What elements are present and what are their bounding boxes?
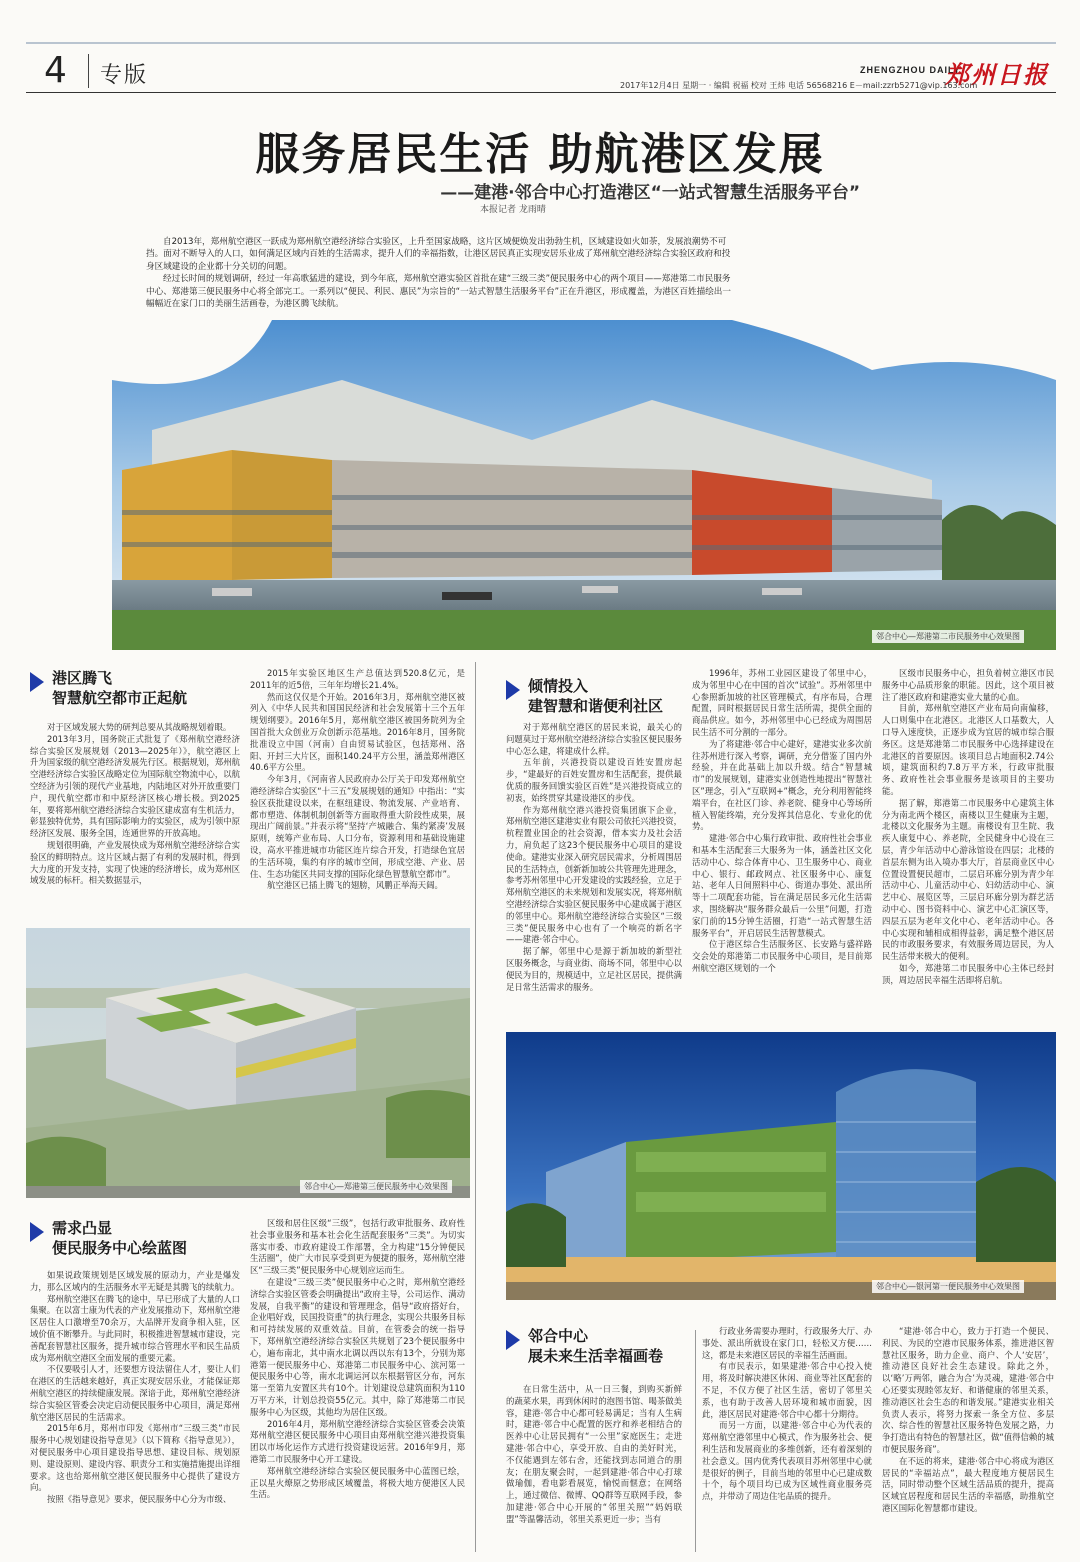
paragraph: 郑州航空港经济综合实验区便民服务中心蓝图已绘，正以星火燎原之势形成区域覆盖，将极大地方便港区人民生活。 [250,1465,465,1500]
paragraph: 2016年4月，郑州航空港经济综合实验区管委会决策郑州航空港区便民服务中心项目由郑州航空港兴港投资集团以市场化运作方式进行投资建设运营。2016年9月，郑港第二市民服务中心开工建设。 [250,1418,465,1464]
paragraph: 位于港区综合生活服务区、长安路与盛祥路交会处的郑港第二市民服务中心项目，是目前郑州航空港区规划的一个 [692,939,872,973]
section-title-line2: 展未来生活幸福画卷 [528,1347,664,1365]
paragraph: 区级市民服务中心，担负着树立港区市民服务中心品质形象的职能。因此，这个项目被注了港区政府和建港实业大量的心血。 [882,668,1054,702]
night-building-rendering [506,1032,1056,1300]
paragraph: 有市民表示，如果建港·邻合中心投入使用，将及时解决港区休闲、商业等社区配套的不足，不仅方便了社区生活，密切了邻里关系，也有助于改善人居环境和城市面貌，因此，港区居民对建港·邻合中心都十分期待。 [702,1361,872,1419]
paragraph: 目前，郑州航空港区产业布局向南偏移，人口则集中在北港区。北港区人口基数大，人口导入速度快，正逐步成为宜居的城市综合服务区。这是郑港第二市民服务中心选择建设在北港区的首要原因。该项目总占地面积2.74公顷，建筑面积约7.8万平方米，行政审批服务、政府性社会事业服务是该项目的主要功能。 [882,703,1054,796]
section-title-line1: 需求凸显 [52,1219,113,1237]
triangle-marker-icon [506,1330,520,1350]
hero-caption: 邻合中心—郑港第二市民服务中心效果图 [872,630,1024,643]
paragraph: 航空港区已插上腾飞的翅膀，风鹏正举海天阔。 [267,880,443,891]
section-3-column-2 [692,668,872,1026]
paragraph: 在建设“三级三类”便民服务中心之时，郑州航空港经济综合实验区管委会明确提出“政府主导，公司运作、满动发展，自我平衡”的建设和管理理念，倡导“政府搭好台，企业唱好戏，民国投资重”的执行理念，实现公共服务目标和可持续发展的双重效益。目前，在管委会的统一指导下，郑州航空港经济综合实验区共规划了23个便民服务中心，遍布南北，其中南水北调以西以东有13个，分别为郑港第一便民服务中心、郑港第二市民服务中心、滨河第一便民服务中心等，南水北调运河以东根据管区分布，河东第一至第九安置区共有10个。计划建设总建筑面积为110万平方米，计划总投资55亿元。其中，除了郑港第二市民服务中心为区级，其他均为居住区级。 [250,1276,465,1417]
paragraph: 2015年实验区地区生产总值达到520.8亿元，是2011年的近5倍，三年年均增长21.4%。 [250,668,465,690]
paragraph: 区级和居住区级“三级”，包括行政审批服务、政府性社会事业服务和基本社会化生活配套服务“三类”。为切实落实市委、市政府建设工作部署，全力构建“15分钟便民生活圈”，使广大市民享受到更为便捷的服务，郑州航空港区“三级三类”便民服务中心规划应运而生。 [250,1218,465,1276]
column-divider [695,1330,696,1552]
section-1-column-1 [30,722,240,922]
paragraph: 据了解，邻里中心是源于新加坡的新型社区服务概念，与商业街、商场不同，邻里中心以便民为目的，规模适中，立足社区居民，提供满足日常生活需求的服务。 [506,946,682,992]
byline: 本报记者 龙雨晴 [480,205,546,215]
paper-logo: 郑州日报 [945,60,1049,89]
section-heading-3 [506,676,681,716]
paragraph: 规划很明确，产业发展快成为郑州航空港经济综合实验区的鲜明特点。这片区域占据了有利的发展时机，得到大力度的开发支持，实现了快速的经济增长，成为郑州区域发展的标杆。相关数据显示， [30,839,240,886]
section-title-line1: 港区腾飞 [52,669,113,687]
section-1-column-2 [250,668,465,922]
paragraph: 今年3月，《河南省人民政府办公厅关于印发郑州航空港经济综合实验区“十三五”发展规划的通知》中指出：“实验区获批建设以来，在枢纽建设、物流发展、产业培育、都市塑造、体制机制创新等方面取得重大阶段性成果，展现出广阔前景。”并表示将“坚持‘产城融合、集约紧凑’发展原则，统筹产业布局、人口分布，资源利用和基础设施建设，高水平推进城市功能区连片综合开发，打造绿色宜居的生活环境，集约有序的城市空间，形成空港、产业、居住、生态功能区共同支撑的国际化绿色智慧航空都市”。 [250,774,465,879]
paper-name-latin: ZHENGZHOU DAILY [860,65,961,75]
paragraph: 据了解，郑港第二市民服务中心建筑主体分为南北两个楼区，南楼以卫生健康为主题，北楼以文化服务为主题。南楼设有卫生院、我疾人康复中心、养老院，全民健身中心设在三层，青少年活动中心游泳馆设在四层；北楼的首层东侧为出入境办事大厅，首层商业区中心位置设置便民超市，二层启环廊分别为青少年活动中心、儿童活动中心、妇幼活动中心、演艺中心、展览区等，三层启环廊分别为群艺活动中心、图书资料中心、演艺中心汇演区等，四层五层为老年文化中心、老年活动中心。各中心实现和辅相成相得益彰，满足整个港区居民的市政服务要求，有效服务周边居民，为人民生活带来极大的便利。 [882,797,1054,962]
paragraph: 行政业务需要办理时，行政服务大厅、办事处、派出所就设在家门口，轻松又方便……这，都是未来港区居民的幸福生活画面。 [702,1326,872,1360]
paragraph: “建港·邻合中心，致力于打造一个便民、利民、为民的空港市民服务体系，推进港区智慧社区服务，助力企业、商户、个人‘安居’，推动港区良好社会生态建设。除此之外，以‘略’万两邻，融合为合’为灵魂，建港·邻合中心还要实现睦邻友好、和谐健康的邻里关系，推动港区社会生态的和谐发展。”建港实业相关负责人表示，将努力探索一条全方位、多层次、综合性的智慧社区服务特色发展之路，力争打造出有特色的智慧社区，做“值得信赖的城市便民服务商”。 [882,1326,1054,1454]
section-3-column-3 [882,668,1054,1026]
paragraph: 而另一方面，以建港·邻合中心为代表的郑州航空港邻里中心模式，作为服务社会、便利生活和发展商业的多维创新，还有着深刻的社会意义。国内优秀代表项目苏州邻里中心就是很好的例子，目前当地的邻里中心已建成数十个，每个项目均已成为区域性商业服务亮点，并带动了周边住宅品质的提升。 [702,1420,872,1502]
section-4-column-1 [506,1384,682,1552]
subheadline: ——建港·邻合中心打造港区“一站式智慧生活服务平台” [440,183,860,203]
lead-paragraph: 自2013年，郑州航空港区一跃成为郑州航空港经济综合实验区，上升至国家战略，这片区域便焕发出勃勃生机，区域建设如火如荼，发展浪潮势不可挡。面对不断导入的人口，如何满足区域内百姓的生活需求，提升人们的幸福指数，让港区居民真正实现安居乐业成了郑州航空港经济综合实验区政府和投身区域建设的企业都十分关切的问题。 [146,237,731,272]
section-2-column-2 [250,1218,465,1548]
lead-paragraph: 经过长时间的规划调研，经过一年高歌猛进的建设，到今年底，郑州航空港实验区首批在建“三级三类”便民服务中心的两个项目——郑港第二市民服务中心、郑港第三便民服务中心将全部完工。一系列以“便民、利民、惠民”为宗旨的“一站式智慧生活服务平台”正在升港区，形成覆盖，为港区百姓描绘出一幅幅近在家门口的美丽生活画卷，为港区腾飞续航。 [146,274,731,310]
triangle-marker-icon [30,1222,44,1242]
section-4-column-2 [702,1326,872,1552]
paragraph: 不仅要吸引人才，还要想方设法留住人才，要让人们在港区的生活越来越好，真正实现安居乐业，才能保证郑州航空港区的持续健康发展。深谙于此，郑州航空港经济综合实验区管委会决定启动便民服务中心项目，满足郑州航空港区居民的生活需求。 [30,1364,240,1422]
paragraph: 对于区域发展大势的研判总要从其战略规划着眼。 [47,722,232,732]
headline: 服务居民生活 助航港区发展 [255,129,825,180]
section-2-column-1 [30,1270,240,1548]
section-title-line2: 便民服务中心绘蓝图 [52,1239,188,1257]
paragraph: 为了将建港·邻合中心建好，建港实业多次前往苏州进行深入考察，调研，充分借鉴了国内外经验，并在此基础上加以升级。结合“智慧城市”的发展规划，建港实业创造性地提出“智慧社区”理念，引入“互联网+”概念，充分利用智能终端平台，在社区门诊、养老院、健身中心等场所植入智能终端，充分发挥其信息化、专业化的优势。 [692,738,872,832]
paragraph: 然而这仅仅是个开始。2016年3月，郑州航空港区被列入《中华人民共和国国民经济和社会发展第十三个五年规划纲要》。2016年5月，郑州航空港区被国务院列为全国首批大众创业万众创新示范基地。2016年8月，国务院批准设立中国（河南）自由贸易试验区，包括郑州、洛阳、开封三大片区，面积140.24平方公里，涵盖郑州港区40.6平方公里。 [250,691,465,773]
aerial-caption: 邻合中心—郑港第三便民服务中心效果图 [300,1180,452,1193]
dateline: 2017年12月4日 星期一 · 编辑 祝福 校对 王炜 电话 56568216 E－mail:zzrb5271@vip.163.com [620,81,978,90]
column-divider [475,662,476,1552]
section-title-line2: 建智慧和谐便利社区 [528,697,664,715]
section-title-line2: 智慧航空都市正起航 [52,689,188,707]
night-caption: 邻合中心—银河第一便民服务中心效果图 [872,1280,1024,1293]
section-heading-4 [506,1326,681,1366]
section-heading-2 [30,1218,240,1258]
paragraph: 2013年3月，国务院正式批复了《郑州航空港经济综合实验区发展规划（2013—2025年）》，航空港区上升为国家级的航空港经济发展先行区。根据规划，郑州航空港经济综合实验区战略定位为国际航空物流中心，以航空经济为引领的现代产业基地，内陆地区对外开放重要门户，现代航空都市和中原经济区核心增长极。到2025年，要将郑州航空港经济综合实验区建成富有生机活力，彰显独特优势，具有国际影响力的实验区，成为引领中原经济区发展、服务全国，连通世界的开放高地。 [30,733,240,839]
paragraph: 如今，郑港第二市民服务中心主体已经封顶，周边居民幸福生活即将启航。 [882,962,1054,985]
paragraph: 2015年6月，郑州市印发《郑州市“三级三类”市民服务中心规划建设指导意见》（以下简称《指导意见》），对便民服务中心项目建设指导思想、建设目标、规划原则、建设原则、建设内容、职责分工和实施措施提出详细要求。这也给郑州航空港区便民服务中心提供了建设方向。 [30,1423,240,1493]
page-number: 4 [44,50,67,91]
header-rule [26,92,1056,93]
section-4-column-3 [882,1326,1054,1552]
section-title-line1: 倾情投入 [528,677,589,695]
section-heading-1 [30,668,240,708]
hero-building-rendering [112,320,1056,650]
paragraph: 1996年，苏州工业园区建设了邻里中心，成为邻里中心在中国的首次“试验”。苏州邻里中心参照新加坡的社区管理模式，有序布局，合理配置，同时根据居民日常生活所需，提供全面的商品供应。如今，苏州邻里中心已经成为周围居民生活不可分割的一部分。 [692,668,872,737]
top-rule [26,42,1056,44]
paragraph: 五年前，兴港投资以建设百姓安置房起步，“建最好的百姓安置房和生活配套，提供最优质的服务回馈实验区百姓”是兴港投资成立的初衷，始终贯穿其建设港区的步伐。 [506,757,682,803]
paragraph: 如果说政策规划是区域发展的原动力，产业是爆发力，那么区域内的生活服务水平无疑是其腾飞的续航力。 [30,1270,240,1292]
section-name: 专版 [100,63,149,88]
paragraph: 郑州航空港区在腾飞的途中，早已形成了大量的人口集聚。在以富士康为代表的产业发展推动下，郑州航空港区居住人口激增至70余万，大品牌开发商争相入驻，区域价值不断攀升。与此同时，积极推进智慧城市建设，完善配套智慧社区服务，提升城市综合管理水平和民生品质成为郑州航空港区全面发展的重要元素。 [30,1293,240,1363]
paragraph: 在不远的将来，建港·邻合中心将成为港区居民的“幸福站点”，最大程度地方便居民生活，同时带动整个区域生活品质的提升，提高区域宜居程度和居民生活的幸福感，助推航空港区国际化智慧都市建设。 [882,1455,1054,1513]
triangle-marker-icon [30,672,44,692]
section-3-column-1 [506,722,682,1026]
paragraph: 建港·邻合中心集行政审批、政府性社会事业和基本生活配套三大服务为一体，涵盖社区文化活动中心、综合体育中心、卫生服务中心、商业中心、银行、邮政网点、社区服务中心、康复站、老年人日间照料中心、街道办事处、派出所等十二项配套功能，旨在满足居民多元化生活需求，围绕解决“服务群众最后一公里”问题，打造家门前的15分钟生活圈，打造“一站式智慧生活服务平台”，开启居民生活智慧模式。 [692,833,872,938]
lead-text [146,236,731,310]
paragraph: 作为郑州航空港兴港投资集团旗下企业，郑州航空港区建港实业有限公司依托兴港投资，杭程置业国企的社会资源，借本实力及社会活力，肩负起了这23个便民服务中心项目的建设使命。建港实业深入研究居民需求，分析周围居民的生活特点，创新新加坡公共管理先进理念，参考苏州邻里中心开发建设的实践经验，立足于郑州航空港区的未来规划和发展实况，将郑州航空港经济综合实验区便民服务中心建成属于港区的邻里中心。郑州航空港经济综合实验区“三级三类”便民服务中心也有了一个响亮的新名字——建港·邻合中心。 [506,804,682,945]
page-divider [88,54,89,88]
paragraph: 按照《指导意见》要求，便民服务中心分为市级、 [47,1494,232,1505]
paragraph: 在日常生活中，从一日三餐，到购买新鲜的蔬菜水果，再到休闲时的泡图书馆、喝茶做美容，建港·邻合中心都可轻易满足；当有人生病时，建港·邻合中心配置的医疗和养老相结合的医养中心让居民拥有“一公里”家庭医生；走进建港·邻合中心，享受开放、自由的美好时光，不仅能遇到左邻右舍，还能找到志同道合的朋友；在朋友聚会时，一起到建港·邻合中心打球做瑜伽，看电影看展览，愉悦而惬意；在网络上，通过微信、微博、QQ群等互联网手段，参加建港·邻合中心开展的“邻里关照”“妈妈联盟”等温馨活动，邻里关系更近一步；当有 [506,1384,682,1524]
paragraph: 对于郑州航空港区的居民来说，最关心的问题莫过于郑州航空港经济综合实验区便民服务中心怎么建，将建成什么样。 [506,722,682,756]
aerial-building-rendering [26,928,470,1198]
section-title-line1: 邻合中心 [528,1327,589,1345]
triangle-marker-icon [506,680,520,700]
